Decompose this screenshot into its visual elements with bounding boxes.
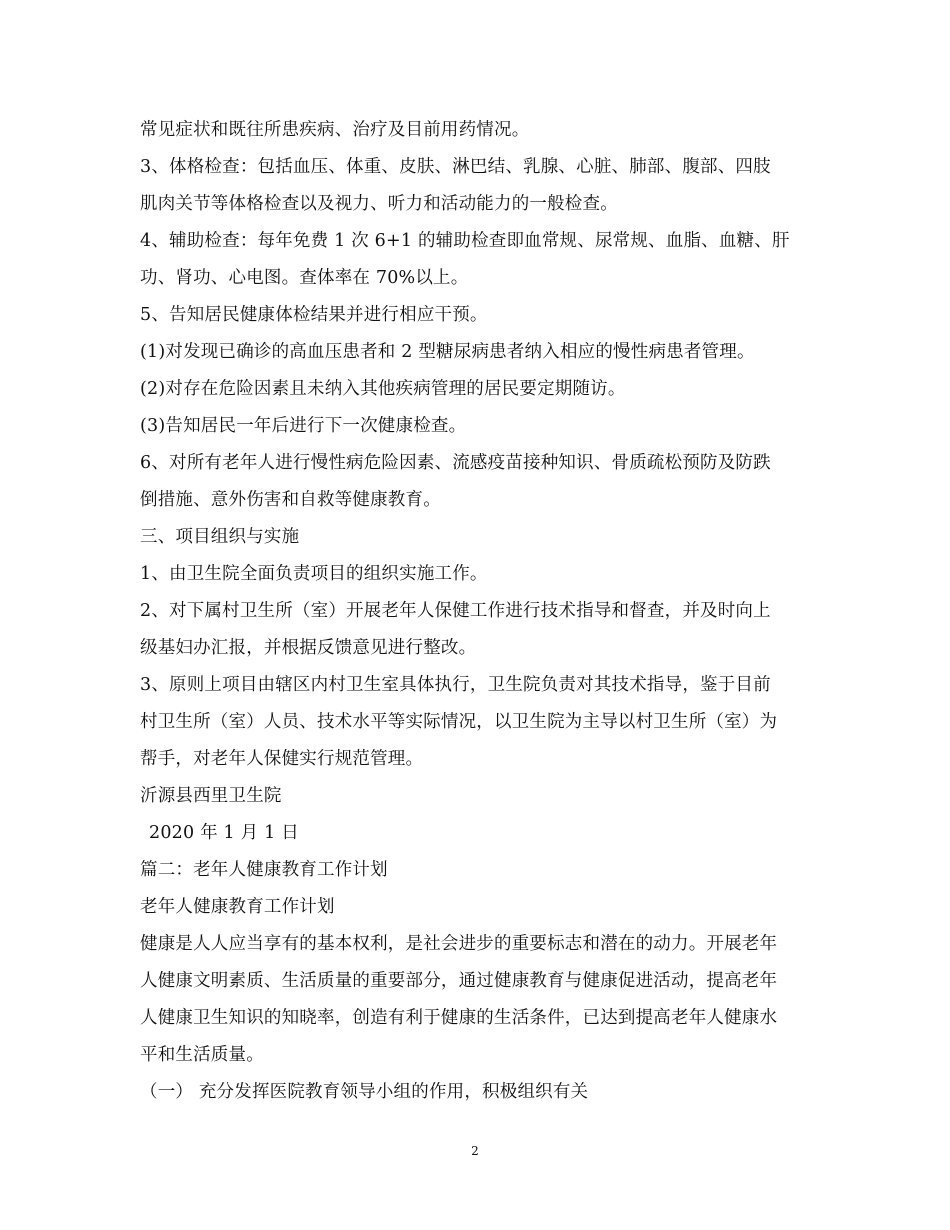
body-line: 人健康文明素质、生活质量的重要部分，通过健康教育与健康促进活动，提高老年 bbox=[140, 971, 778, 991]
body-line: 人健康卫生知识的知晓率，创造有利于健康的生活条件，已达到提高老年人健康水 bbox=[140, 1008, 778, 1028]
chapter-title: 篇二：老年人健康教育工作计划 bbox=[140, 860, 388, 880]
body-line: 3、原则上项目由辖区内村卫生室具体执行，卫生院负责对其技术指导，鉴于目前 bbox=[140, 675, 771, 695]
body-line: 帮手，对老年人保健实行规范管理。 bbox=[140, 749, 424, 769]
body-line: 6、对所有老年人进行慢性病危险因素、流感疫苗接种知识、骨质疏松预防及防跌 bbox=[140, 453, 771, 473]
body-line: (3)告知居民一年后进行下一次健康检查。 bbox=[140, 416, 467, 436]
body-line: 级基妇办汇报，并根据反馈意见进行整改。 bbox=[140, 638, 477, 658]
subsection-heading: （一） 充分发挥医院教育领导小组的作用，积极组织有关 bbox=[140, 1082, 589, 1102]
body-line: 常见症状和既往所患疾病、治疗及目前用药情况。 bbox=[140, 120, 530, 140]
section-heading: 三、项目组织与实施 bbox=[140, 527, 300, 547]
body-line: (1)对发现已确诊的高血压患者和 2 型糖尿病患者纳入相应的慢性病患者管理。 bbox=[140, 342, 755, 362]
body-line: 平和生活质量。 bbox=[140, 1045, 264, 1065]
signature-organization: 沂源县西里卫生院 bbox=[140, 786, 282, 806]
document-body bbox=[140, 112, 830, 1111]
body-line: 健康是人人应当享有的基本权利，是社会进步的重要标志和潜在的动力。开展老年 bbox=[140, 934, 778, 954]
body-line: 3、体格检查：包括血压、体重、皮肤、淋巴结、乳腺、心脏、肺部、腹部、四肢 bbox=[140, 157, 771, 177]
body-line: 肌肉关节等体格检查以及视力、听力和活动能力的一般检查。 bbox=[140, 194, 618, 214]
body-line: 倒措施、意外伤害和自救等健康教育。 bbox=[140, 490, 441, 510]
body-line: 5、告知居民健康体检结果并进行相应干预。 bbox=[140, 305, 488, 325]
body-line: 功、肾功、心电图。查体率在 70%以上。 bbox=[140, 268, 469, 288]
body-line: (2)对存在危险因素且未纳入其他疾病管理的居民要定期随访。 bbox=[140, 379, 626, 399]
body-line: 村卫生所（室）人员、技术水平等实际情况，以卫生院为主导以村卫生所（室）为 bbox=[140, 712, 778, 732]
body-line: 4、辅助检查：每年免费 1 次 6+1 的辅助检查即血常规、尿常规、血脂、血糖、肝 bbox=[140, 231, 790, 251]
page-number: 2 bbox=[471, 1144, 479, 1158]
body-line: 2、对下属村卫生所（室）开展老年人保健工作进行技术指导和督查，并及时向上 bbox=[140, 601, 771, 621]
document-title: 老年人健康教育工作计划 bbox=[140, 897, 335, 917]
body-line: 1、由卫生院全面负责项目的组织实施工作。 bbox=[140, 564, 488, 584]
signature-date: 2020 年 1 月 1 日 bbox=[149, 823, 299, 843]
